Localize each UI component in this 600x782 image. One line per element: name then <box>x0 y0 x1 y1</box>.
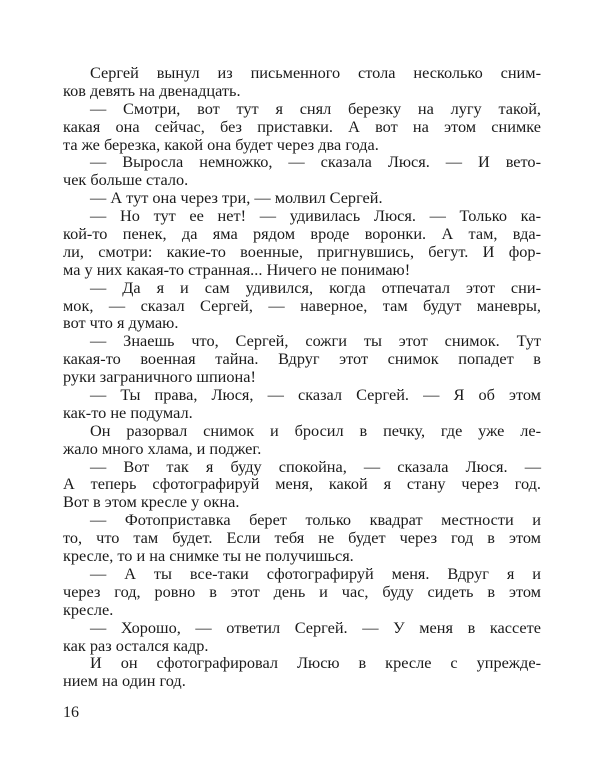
text-line: как раз остался кадр. <box>63 635 209 655</box>
paragraph <box>63 386 541 422</box>
text-line: ли, смотри: какие-то военные, пригнувшись, бегут. И фор- <box>63 241 541 261</box>
text-line: — Фотоприставка берет только квадрат местности и <box>90 510 541 530</box>
text-line: — Знаешь что, Сергей, сожги ты этот снимок. Тут <box>90 331 541 351</box>
text-line: А теперь сфотографируй меня, какой я стану через год. <box>63 474 541 494</box>
text-line: — А тут она через три, — молвил Сергей. <box>90 188 383 208</box>
paragraph <box>63 332 541 386</box>
paragraph <box>63 207 541 279</box>
text-line: какая она сейчас, без приставки. А вот на этом снимке <box>63 116 541 136</box>
text-line: — Хорошо, — ответил Сергей. — У меня в кассете <box>90 617 541 637</box>
text-line: — Да я и сам удивился, когда отпечатал этот сни- <box>90 277 541 297</box>
text-line: мок, — сказал Сергей, — наверное, там будут маневры, <box>63 295 541 315</box>
text-line: — А ты все-таки сфотографируй меня. Вдруг я и <box>90 563 541 583</box>
text-line: Вот в этом кресле у окна. <box>63 492 240 512</box>
text-line: чек больше стало. <box>63 170 189 190</box>
paragraph <box>63 458 541 512</box>
text-line: нием на один год. <box>63 671 186 691</box>
text-line: — Ты права, Люся, — сказал Сергей. — Я об этом <box>90 385 541 405</box>
text-line: жало много хлама, и поджег. <box>63 438 262 458</box>
text-line: И он сфотографировал Люсю в кресле с упрежде- <box>90 653 541 673</box>
paragraph <box>63 153 541 189</box>
page-number: 16 <box>63 704 79 721</box>
text-line: кресле, то и на снимке ты не получишься. <box>63 546 354 566</box>
text-line: та же березка, какой она будет через два года. <box>63 134 379 154</box>
text-line: Сергей вынул из письменного стола несколько сним- <box>90 63 541 82</box>
text-line: Он разорвал снимок и бросил в печку, где уже ле- <box>90 420 541 440</box>
book-page-text <box>63 64 541 690</box>
text-line: кресле. <box>63 599 114 619</box>
text-line: ма у них какая-то странная... Ничего не понимаю! <box>63 259 411 279</box>
text-line: руки заграничного шпиона! <box>63 367 256 387</box>
paragraph <box>63 654 541 690</box>
text-line: через год, ровно в этот день и час, буду сидеть в этом <box>63 581 541 601</box>
paragraph <box>63 511 541 565</box>
text-line: ков девять на двенадцать. <box>63 80 241 100</box>
text-line: — Вот так я буду спокойна, — сказала Люся. — <box>90 456 541 476</box>
paragraph <box>63 565 541 619</box>
text-line: — Смотри, вот тут я снял березку на лугу такой, <box>90 98 541 118</box>
paragraph <box>63 100 541 154</box>
paragraph <box>63 422 541 458</box>
text-line: — Выросла немножко, — сказала Люся. — И вето- <box>90 152 541 172</box>
paragraph <box>63 189 541 207</box>
text-line: какая-то военная тайна. Вдруг этот снимок попадет в <box>63 349 541 369</box>
text-line: то, что там будет. Если тебя не будет через год в этом <box>63 528 541 548</box>
paragraph <box>63 279 541 333</box>
paragraph <box>63 619 541 655</box>
text-line: как-то не подумал. <box>63 402 193 422</box>
paragraph <box>63 64 541 100</box>
text-line: кой-то пенек, да яма рядом вроде воронки. А там, вда- <box>63 224 541 244</box>
text-line: — Но тут ее нет! — удивилась Люся. — Только ка- <box>90 206 541 226</box>
text-line: вот что я думаю. <box>63 313 179 333</box>
